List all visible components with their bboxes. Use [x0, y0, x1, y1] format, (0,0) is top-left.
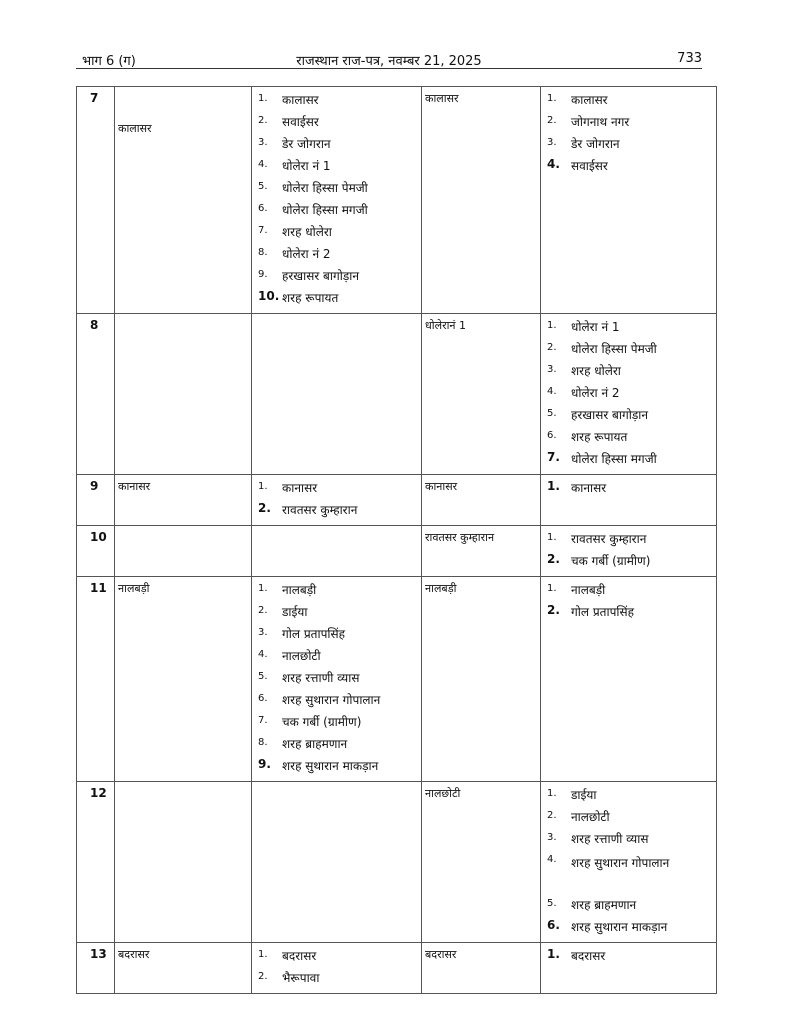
item-number: 8. — [258, 247, 268, 258]
village-name: रावतसर कुम्हारान — [282, 503, 358, 517]
village-name: शरह ब्राहमणान — [282, 737, 348, 751]
serial-number: 7 — [77, 87, 115, 314]
village-name: कालासर — [282, 93, 319, 107]
village-name: शरह ब्राहमणान — [571, 898, 637, 912]
village-name: शरह रत्ताणी व्यास — [571, 832, 649, 846]
list-item — [541, 428, 716, 450]
list-item — [252, 647, 421, 669]
village-list — [252, 947, 421, 991]
list-item — [541, 340, 716, 362]
item-number: 2. — [258, 971, 268, 982]
item-number: 9. — [258, 269, 268, 280]
header-rule — [76, 68, 702, 69]
list-item — [252, 669, 421, 691]
list-item — [541, 135, 716, 157]
new-panchayat-name: कालासर — [422, 87, 541, 314]
village-name: रावतसर कुम्हारान — [571, 532, 647, 546]
list-item — [541, 362, 716, 384]
village-name: शरह सुथारान माकड़ान — [571, 920, 668, 934]
village-name: धोलेरा हिस्सा पेमजी — [282, 181, 368, 195]
item-number: 7. — [258, 715, 268, 726]
page-header — [76, 51, 702, 67]
list-item — [541, 918, 716, 940]
serial-number: 9 — [77, 475, 115, 526]
new-panchayat-name: रावतसर कुम्हारान — [422, 526, 541, 577]
list-item — [252, 603, 421, 625]
item-number: 2. — [547, 342, 557, 353]
new-panchayat-name: नालबड़ी — [422, 577, 541, 782]
list-item — [541, 852, 716, 896]
item-number: 1. — [547, 947, 560, 961]
new-village-list-cell — [541, 314, 717, 475]
table-row — [77, 782, 717, 943]
list-item — [541, 603, 716, 625]
old-village-list-cell — [252, 526, 422, 577]
item-number: 3. — [547, 364, 557, 375]
list-item — [541, 318, 716, 340]
list-item — [252, 113, 421, 135]
village-name: डेर जोगरान — [571, 137, 620, 151]
old-village-list-cell — [252, 577, 422, 782]
item-number: 8. — [258, 737, 268, 748]
village-name: कानासर — [282, 481, 318, 495]
village-table — [76, 86, 717, 994]
list-item — [541, 808, 716, 830]
list-item — [252, 735, 421, 757]
list-item — [541, 830, 716, 852]
list-item — [541, 786, 716, 808]
item-number: 3. — [547, 137, 557, 148]
village-list — [252, 479, 421, 523]
list-item — [252, 157, 421, 179]
village-name: सवाईसर — [571, 159, 608, 173]
village-list — [252, 91, 421, 311]
item-number: 5. — [258, 181, 268, 192]
serial-number: 13 — [77, 943, 115, 994]
item-number: 5. — [258, 671, 268, 682]
list-item — [541, 947, 716, 969]
item-number: 3. — [547, 832, 557, 843]
village-name: शरह रत्ताणी व्यास — [282, 671, 360, 685]
village-name: नालछोटी — [571, 810, 610, 824]
village-name: धोलेरा नं 2 — [571, 386, 620, 400]
item-number: 3. — [258, 627, 268, 638]
part-label: भाग 6 (ग) — [82, 54, 136, 69]
list-item — [541, 406, 716, 428]
item-number: 2. — [547, 603, 560, 617]
village-name: चक गर्बी (ग्रामीण) — [571, 554, 651, 568]
gazette-title: राजस्थान राज-पत्र, नवम्बर 21, 2025 — [296, 54, 482, 69]
list-item — [252, 757, 421, 779]
village-name: शरह सुथारान माकड़ान — [282, 759, 379, 773]
list-item — [252, 479, 421, 501]
item-number: 1. — [547, 532, 557, 543]
item-number: 2. — [258, 115, 268, 126]
item-number: 5. — [547, 408, 557, 419]
old-panchayat-name: कालासर — [115, 87, 252, 314]
village-name: गोल प्रतापसिंह — [571, 605, 634, 619]
list-item — [252, 625, 421, 647]
item-number: 2. — [258, 605, 268, 616]
list-item — [252, 267, 421, 289]
item-number: 4. — [547, 386, 557, 397]
old-panchayat-name — [115, 782, 252, 943]
new-panchayat-name: धोलेरानं 1 — [422, 314, 541, 475]
serial-number: 12 — [77, 782, 115, 943]
village-name: नालबड़ी — [571, 583, 606, 597]
village-name: बदरासर — [571, 949, 606, 963]
list-item — [252, 201, 421, 223]
old-panchayat-name — [115, 314, 252, 475]
table-row — [77, 577, 717, 782]
village-list — [541, 479, 716, 501]
village-name: नालछोटी — [282, 649, 321, 663]
village-name: डाईया — [282, 605, 308, 619]
list-item — [541, 896, 716, 918]
village-name: धोलेरा हिस्सा मगजी — [282, 203, 368, 217]
old-village-list-cell — [252, 782, 422, 943]
village-name: बदरासर — [282, 949, 317, 963]
list-item — [252, 289, 421, 311]
serial-number: 8 — [77, 314, 115, 475]
list-item — [252, 179, 421, 201]
item-number: 4. — [547, 854, 557, 865]
item-number: 6. — [547, 430, 557, 441]
village-name: सवाईसर — [282, 115, 319, 129]
village-name: गोल प्रतापसिंह — [282, 627, 345, 641]
item-number: 7. — [258, 225, 268, 236]
village-name: धोलेरा हिस्सा पेमजी — [571, 342, 657, 356]
village-name: शरह सुथारान गोपालान — [571, 856, 670, 870]
village-name: डाईया — [571, 788, 597, 802]
list-item — [252, 691, 421, 713]
village-name: शरह सुथारान गोपालान — [282, 693, 381, 707]
table-row — [77, 475, 717, 526]
item-number: 5. — [547, 898, 557, 909]
list-item — [541, 530, 716, 552]
serial-number: 10 — [77, 526, 115, 577]
village-name: धोलेरा नं 2 — [282, 247, 331, 261]
list-item — [252, 245, 421, 267]
list-item — [252, 581, 421, 603]
item-number: 1. — [547, 320, 557, 331]
new-village-list-cell — [541, 475, 717, 526]
item-number: 7. — [547, 450, 560, 464]
list-item — [541, 384, 716, 406]
old-village-list-cell — [252, 475, 422, 526]
table-row — [77, 526, 717, 577]
new-village-list-cell — [541, 782, 717, 943]
page-number: 733 — [677, 51, 702, 66]
list-item — [541, 581, 716, 603]
new-village-list-cell — [541, 526, 717, 577]
old-panchayat-name: कानासर — [115, 475, 252, 526]
item-number: 9. — [258, 757, 271, 771]
village-name: शरह रूपायत — [282, 291, 339, 305]
village-list — [541, 786, 716, 940]
list-item — [541, 91, 716, 113]
village-name: नालबड़ी — [282, 583, 317, 597]
item-number: 6. — [258, 693, 268, 704]
item-number: 4. — [258, 159, 268, 170]
village-list — [541, 318, 716, 472]
item-number: 2. — [547, 115, 557, 126]
item-number: 2. — [258, 501, 271, 515]
village-name: कानासर — [571, 481, 607, 495]
village-name: चक गर्बी (ग्रामीण) — [282, 715, 362, 729]
old-panchayat-name: नालबड़ी — [115, 577, 252, 782]
village-name: शरह रूपायत — [571, 430, 628, 444]
item-number: 1. — [547, 93, 557, 104]
item-number: 1. — [547, 479, 560, 493]
new-village-list-cell — [541, 577, 717, 782]
village-name: धोलेरा नं 1 — [571, 320, 620, 334]
list-item — [252, 135, 421, 157]
item-number: 1. — [547, 583, 557, 594]
item-number: 2. — [547, 810, 557, 821]
village-name: धोलेरा हिस्सा मगजी — [571, 452, 657, 466]
village-name: कालासर — [571, 93, 608, 107]
list-item — [541, 157, 716, 179]
list-item — [252, 947, 421, 969]
village-name: भैरूपावा — [282, 971, 320, 985]
list-item — [252, 501, 421, 523]
village-list — [541, 530, 716, 574]
item-number: 1. — [547, 788, 557, 799]
table-row — [77, 87, 717, 314]
list-item — [541, 113, 716, 135]
item-number: 1. — [258, 583, 268, 594]
list-item — [252, 223, 421, 245]
village-name: डेर जोगरान — [282, 137, 331, 151]
new-panchayat-name: नालछोटी — [422, 782, 541, 943]
village-name: हरखासर बागोड़ान — [571, 408, 649, 422]
item-number: 6. — [547, 918, 560, 932]
new-village-list-cell — [541, 87, 717, 314]
item-number: 4. — [547, 157, 560, 171]
village-list — [541, 947, 716, 969]
village-name: शरह धोलेरा — [282, 225, 332, 239]
new-panchayat-name: कानासर — [422, 475, 541, 526]
village-name: शरह धोलेरा — [571, 364, 621, 378]
village-name: हरखासर बागोड़ान — [282, 269, 360, 283]
item-number: 10. — [258, 289, 280, 303]
item-number: 1. — [258, 93, 268, 104]
old-panchayat-name: बदरासर — [115, 943, 252, 994]
list-item — [252, 91, 421, 113]
item-number: 2. — [547, 552, 560, 566]
village-list — [541, 581, 716, 625]
village-list — [252, 581, 421, 779]
item-number: 3. — [258, 137, 268, 148]
table-row — [77, 943, 717, 994]
new-panchayat-name: बदरासर — [422, 943, 541, 994]
item-number: 4. — [258, 649, 268, 660]
list-item — [252, 969, 421, 991]
item-number: 1. — [258, 949, 268, 960]
table-row — [77, 314, 717, 475]
village-name: जोगनाथ नगर — [571, 115, 630, 129]
serial-number: 11 — [77, 577, 115, 782]
old-village-list-cell — [252, 314, 422, 475]
village-list — [541, 91, 716, 179]
list-item — [252, 713, 421, 735]
new-village-list-cell — [541, 943, 717, 994]
old-village-list-cell — [252, 943, 422, 994]
old-village-list-cell — [252, 87, 422, 314]
list-item — [541, 450, 716, 472]
item-number: 1. — [258, 481, 268, 492]
old-panchayat-name — [115, 526, 252, 577]
village-name: धोलेरा नं 1 — [282, 159, 331, 173]
list-item — [541, 552, 716, 574]
item-number: 6. — [258, 203, 268, 214]
list-item — [541, 479, 716, 501]
